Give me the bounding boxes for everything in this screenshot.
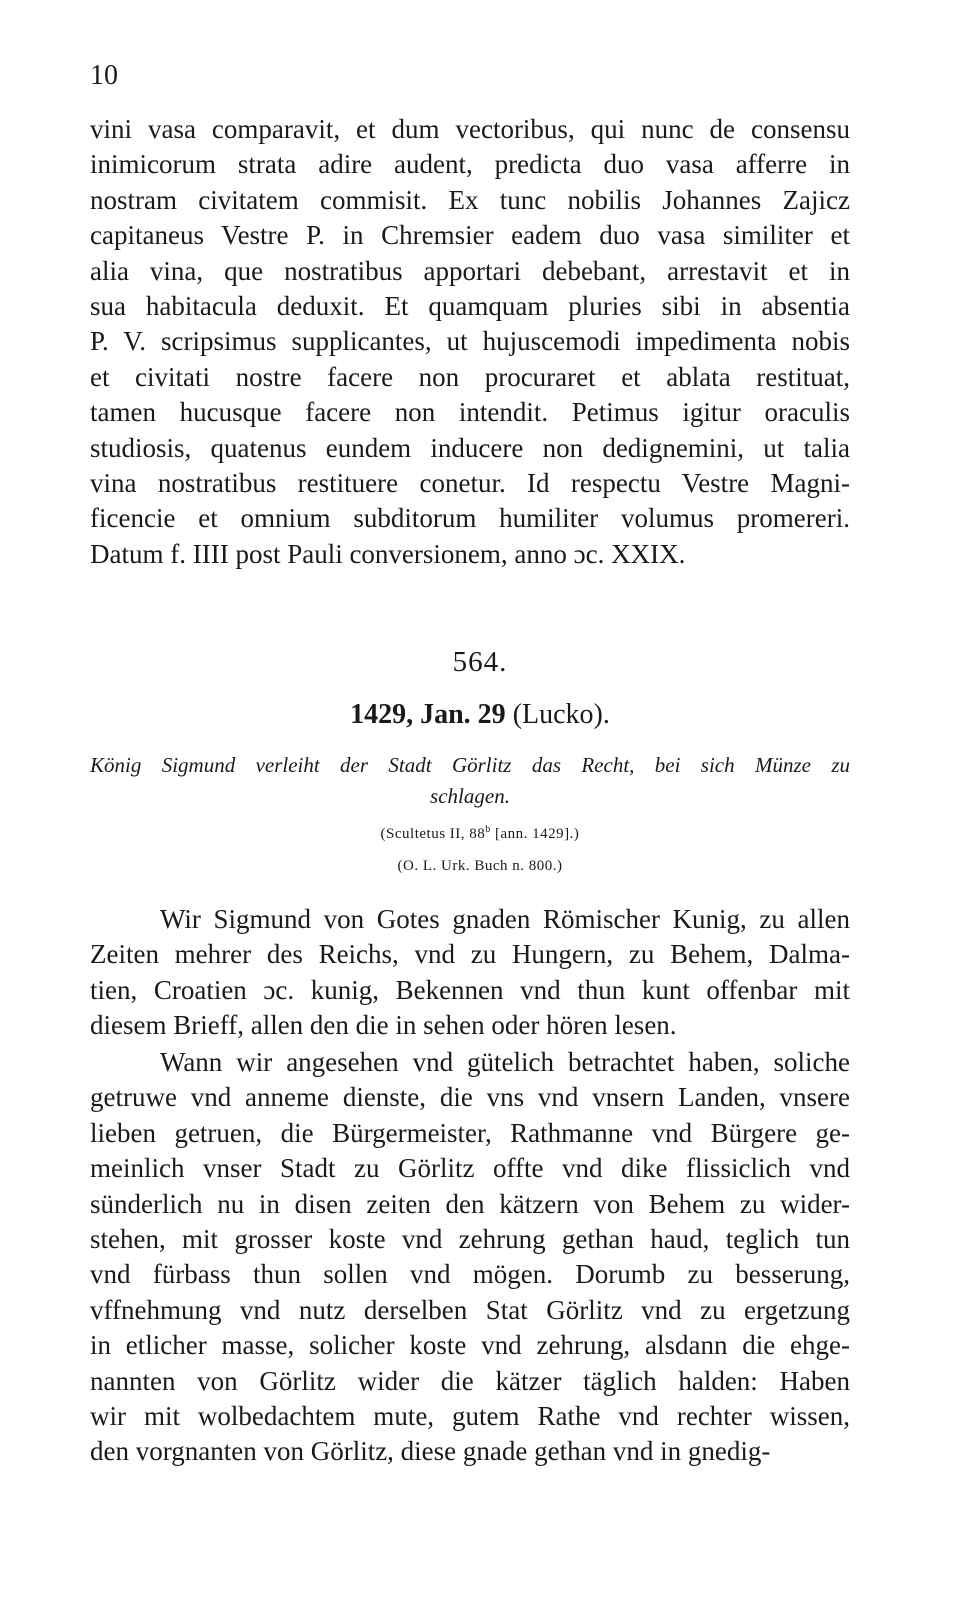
charter-paragraph (90, 1045, 850, 1470)
text-line: tien, Croatien ɔc. kunig, Bekennen vnd thun kunt offenbar mit (90, 974, 850, 1005)
document-date-heading (0, 699, 960, 731)
page-number: 10 (90, 60, 118, 91)
source-citation (0, 824, 960, 843)
letter-continuation-paragraph (90, 112, 850, 572)
text-line: studiosis, quatenus eundem inducere non dedignemini, ut talia (90, 432, 850, 463)
charter-paragraph (90, 902, 850, 1044)
source-citation: (O. L. Urk. Buch n. 800.) (397, 858, 563, 874)
text-line: P. V. scripsimus supplicantes, ut hujuscemodi impedimenta nobis (90, 326, 850, 357)
text-line: getruwe vnd anneme dienste, die vns vnd vnsern Landen, vnsere (90, 1082, 850, 1113)
text-line: et civitati nostre facere non procuraret et ablata restituat, (90, 361, 850, 392)
text-line: sünderlich nu in disen zeiten den kätzern von Behem zu wider- (90, 1188, 850, 1219)
text-line: Wann wir angesehen vnd gütelich betrachtet haben, soliche (160, 1047, 850, 1077)
text-line: meinlich vnser Stadt zu Görlitz offte vnd dike flissiclich vnd (90, 1153, 850, 1184)
text-line: vina nostratibus restituere conetur. Id respectu Vestre Magni- (90, 467, 850, 498)
source-citation-text: (Scultetus II, 88 (380, 826, 486, 842)
text-line: Datum f. IIII post Pauli conversionem, anno ɔc. XXIX. (90, 538, 686, 569)
document-place: (Lucko). (512, 699, 610, 730)
document-number: 564. (452, 646, 508, 678)
summary-line: König Sigmund verleiht der Stadt Görlitz das Recht, bei sich Münze zu (90, 753, 850, 777)
text-line: lieben getruen, die Bürgermeister, Rathmanne vnd Bürgere ge- (90, 1117, 850, 1148)
text-line: capitaneus Vestre P. in Chremsier eadem duo vasa similiter et (90, 220, 850, 251)
text-line: vffnehmung vnd nutz derselben Stat Görlitz vnd zu ergetzung (90, 1294, 850, 1325)
text-line: in etlicher masse, solicher koste vnd zehrung, alsdann die ehge- (90, 1330, 850, 1361)
text-line: stehen, mit grosser koste vnd zehrung gethan haud, teglich tun (90, 1223, 850, 1254)
document-date: 1429, Jan. 29 (350, 699, 506, 730)
text-line: tamen hucusque facere non intendit. Petimus igitur oraculis (90, 397, 850, 428)
text-line: sua habitacula deduxit. Et quamquam pluries sibi in absentia (90, 290, 850, 321)
source-citation-text: [ann. 1429].) (490, 826, 580, 842)
text-line: nannten von Görlitz wider die kätzer täglich halden: Haben (90, 1365, 850, 1396)
text-line: Wir Sigmund von Gotes gnaden Römischer Kunig, zu allen (160, 904, 850, 934)
text-line: alia vina, que nostratibus apportari debebant, arrestavit et in (90, 255, 850, 286)
text-line: vini vasa comparavit, et dum vectoribus, qui nunc de consensu (90, 114, 850, 144)
summary-line: schlagen. (430, 784, 510, 808)
text-line: ficencie et omnium subditorum humiliter volumus promereri. (90, 503, 850, 534)
text-line: inimicorum strata adire audent, predicta duo vasa afferre in (90, 149, 850, 180)
text-line: diesem Brieff, allen den die in sehen oder hören lesen. (90, 1010, 677, 1041)
text-line: vnd fürbass thun sollen vnd mögen. Dorumb zu besserung, (90, 1259, 850, 1290)
document-summary (90, 750, 850, 812)
source-citation-superscript: b (485, 824, 491, 835)
text-line: den vorgnanten von Görlitz, diese gnade gethan vnd in gnedig- (90, 1436, 771, 1467)
text-line: wir mit wolbedachtem mute, gutem Rathe vnd rechter wissen, (90, 1400, 850, 1431)
text-line: nostram civitatem commisit. Ex tunc nobilis Johannes Zajicz (90, 184, 850, 215)
text-line: Zeiten mehrer des Reichs, vnd zu Hungern, zu Behem, Dalma- (90, 939, 850, 970)
